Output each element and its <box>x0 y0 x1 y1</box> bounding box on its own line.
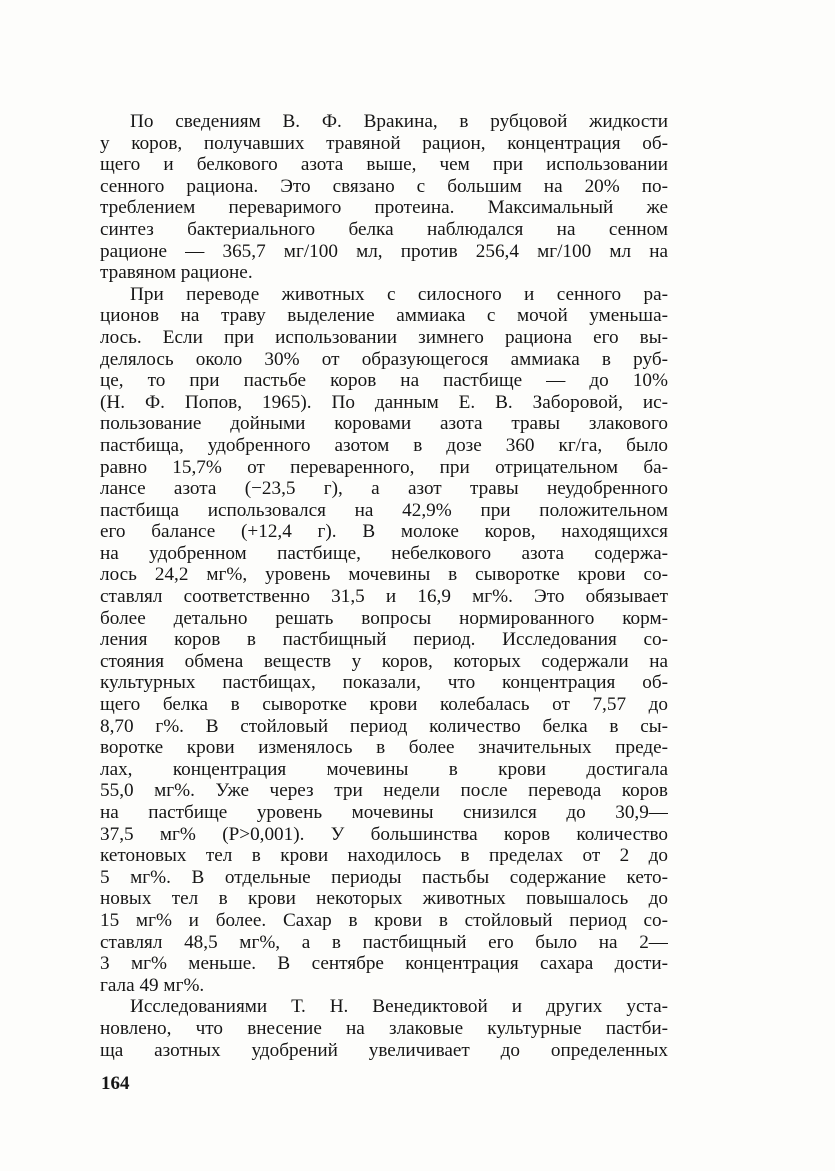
text-line: кетоновых тел в крови находилось в пределах от 2 до <box>100 845 668 867</box>
text-line: новых тел в крови некоторых животных повышалось до <box>100 888 668 910</box>
text-line: лось. Если при использовании зимнего рациона его вы- <box>100 326 668 348</box>
text-line: сенного рациона. Это связано с большим на 20% по- <box>100 175 668 197</box>
text-line: (Н. Ф. Попов, 1965). По данным Е. В. Заборовой, ис- <box>100 391 668 413</box>
text-line: щего и белкового азота выше, чем при использовании <box>100 154 668 176</box>
text-line: 55,0 мг%. Уже через три недели после перевода коров <box>100 780 668 802</box>
body-text <box>100 111 668 1061</box>
text-line: равно 15,7% от переваренного, при отрицательном ба- <box>100 456 668 478</box>
text-line: щего белка в сыворотке крови колебалась от 7,57 до <box>100 694 668 716</box>
text-line: более детально решать вопросы нормированного корм- <box>100 607 668 629</box>
text-line: лансе азота (−23,5 г), а азот травы неудобренного <box>100 478 668 500</box>
paragraph-3 <box>100 996 668 1061</box>
text-line: лах, концентрация мочевины в крови достигала <box>100 758 668 780</box>
text-line: пастбища, удобренного азотом в дозе 360 кг/га, было <box>100 434 668 456</box>
text-line: 8,70 г%. В стойловый период количество белка в сы- <box>100 715 668 737</box>
text-line: ща азотных удобрений увеличивает до определенных <box>100 1039 668 1061</box>
paragraph-2 <box>100 284 668 997</box>
text-line: лось 24,2 мг%, уровень мочевины в сыворотке крови со- <box>100 564 668 586</box>
text-line: пастбища использовался на 42,9% при положительном <box>100 499 668 521</box>
text-line: рационе — 365,7 мг/100 мл, против 256,4 мг/100 мл на <box>100 240 668 262</box>
text-line: ставлял соответственно 31,5 и 16,9 мг%. Это обязывает <box>100 586 668 608</box>
text-line: делялось около 30% от образующегося аммиака в руб- <box>100 348 668 370</box>
text-line: 37,5 мг% (Р>0,001). У большинства коров количество <box>100 823 668 845</box>
text-line: По сведениям В. Ф. Вракина, в рубцовой жидкости <box>130 111 668 132</box>
text-line: 5 мг%. В отдельные периоды пастьбы содержание кето- <box>100 866 668 888</box>
text-line: ления коров в пастбищный период. Исследования со- <box>100 629 668 651</box>
text-line: его балансе (+12,4 г). В молоке коров, находящихся <box>100 521 668 543</box>
text-line: гала 49 мг%. <box>100 974 205 996</box>
text-line: синтез бактериального белка наблюдался на сенном <box>100 218 668 240</box>
text-line: При переводе животных с силосного и сенного ра- <box>130 283 668 305</box>
page-number: 164 <box>101 1073 130 1094</box>
text-line: на пастбище уровень мочевины снизился до 30,9— <box>100 802 668 823</box>
paragraph-1 <box>100 111 668 284</box>
text-line: воротке крови изменялось в более значительных преде- <box>100 737 668 759</box>
text-line: культурных пастбищах, показали, что концентрация об- <box>100 672 668 694</box>
text-line: ционов на траву выделение аммиака с мочой уменьша- <box>100 305 668 327</box>
text-line: у коров, получавших травяной рацион, концентрация об- <box>100 132 668 154</box>
text-line: пользование дойными коровами азота травы злакового <box>100 413 668 435</box>
text-line: треблением переваримого протеина. Максимальный же <box>100 197 668 219</box>
text-line: ставлял 48,5 мг%, а в пастбищный его было на 2— <box>100 931 668 953</box>
text-line: новлено, что внесение на злаковые культурные пастби- <box>100 1017 668 1039</box>
text-line: 3 мг% меньше. В сентябре концентрация сахара дости- <box>100 953 668 975</box>
text-line: стояния обмена веществ у коров, которых содержали на <box>100 650 668 672</box>
text-line: на удобренном пастбище, небелкового азота содержа- <box>100 542 668 564</box>
text-line: травяном рационе. <box>100 262 253 284</box>
text-line: це, то при пастьбе коров на пастбище — до 10% <box>100 370 668 392</box>
text-line: Исследованиями Т. Н. Венедиктовой и других уста- <box>130 996 668 1018</box>
text-line: 15 мг% и более. Сахар в крови в стойловый период со- <box>100 909 668 931</box>
